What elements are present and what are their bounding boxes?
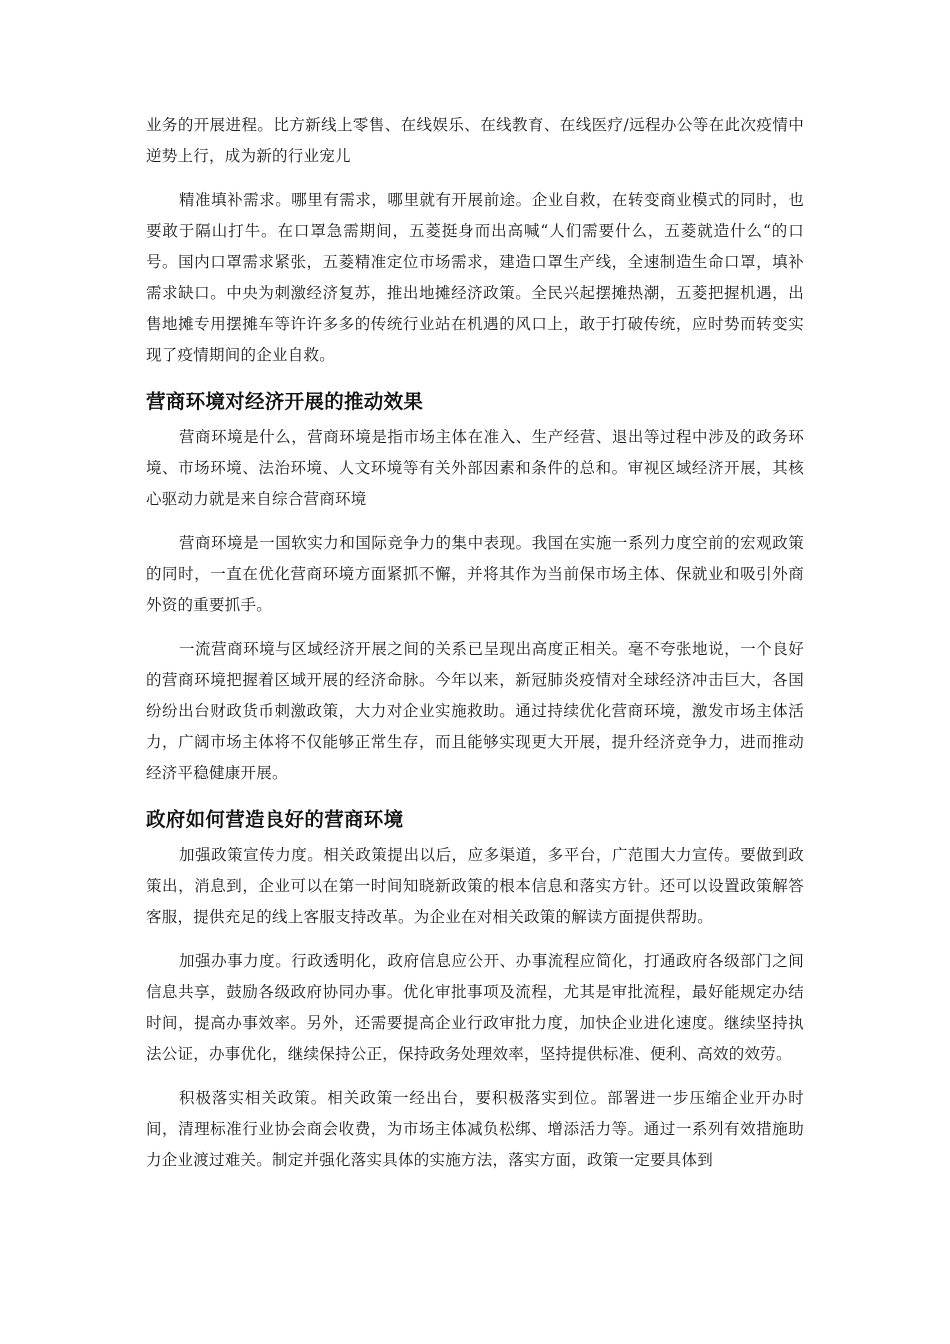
paragraph-administrative-efficiency: 加强办事力度。行政透明化，政府信息应公开、办事流程应简化，打通政府各级部门之间信息共享，鼓励各级政府协同办事。优化审批事项及流程，尤其是审批流程，最好能规定办结时间，提高办事效率。另外，还需要提高企业行政审批力度，加快企业进化速度。继续坚持执法公证，办事优化，继续保持公正，保持政务处理效率，坚持提供标准、便利、高效的效劳。: [146, 952, 804, 1063]
paragraph-intro-continuation: 业务的开展进程。比方新线上零售、在线娱乐、在线教育、在线医疗/远程办公等在此次疫情中逆势上行，成为新的行业宠儿: [146, 116, 804, 165]
document-page: [146, 110, 804, 1189]
section-heading-government-measures: 政府如何营造良好的营商环境: [146, 808, 404, 831]
paragraph-positive-correlation: 一流营商环境与区域经济开展之间的关系已呈现出高度正相关。毫不夸张地说，一个良好的营商环境把握着区域开展的经济命脉。今年以来，新冠肺炎疫情对全球经济冲击巨大，各国纷纷出台财政货币刺激政策，大力对企业实施救助。通过持续优化营商环境，激发市场主体活力，广阔市场主体将不仅能够正常生存，而且能够实现更大开展，提升经济竞争力，进而推动经济平稳健康开展。: [146, 640, 804, 782]
paragraph-policy-implementation: 积极落实相关政策。相关政策一经出台，要积极落实到位。部署进一步压缩企业开办时间，清理标准行业协会商会收费，为市场主体减负松绑、增添活力等。通过一系列有效措施助力企业渡过难关。制定并强化落实具体的实施方法，落实方面，政策一定要具体到: [146, 1089, 804, 1169]
paragraph-policy-publicity: 加强政策宣传力度。相关政策提出以后，应多渠道，多平台，广范围大力宣传。要做到政策出，消息到，企业可以在第一时间知晓新政策的根本信息和落实方针。还可以设置政策解答客服，提供充足的线上客服支持改革。为企业在对相关政策的解读方面提供帮助。: [146, 846, 804, 926]
paragraph-business-environment-definition: 营商环境是什么，营商环境是指市场主体在准入、生产经营、退出等过程中涉及的政务环境、市场环境、法治环境、人文环境等有关外部因素和条件的总和。审视区域经济开展，其核心驱动力就是来自综合营商环境: [146, 428, 804, 508]
paragraph-demand-filling: 精准填补需求。哪里有需求，哪里就有开展前途。企业自救，在转变商业模式的同时，也要敢于隔山打牛。在口罩急需期间，五菱挺身而出高喊“人们需要什么，五菱就造什么“的口号。国内口罩需求紧张，五菱精准定位市场需求，建造口罩生产线，全速制造生命口罩，填补需求缺口。中央为刺激经济复苏，推出地摊经济政策。全民兴起摆摊热潮，五菱把握机遇，出售地摊专用摆摊车等许许多多的传统行业站在机遇的风口上，敢于打破传统，应时势而转变实现了疫情期间的企业自救。: [146, 191, 804, 364]
paragraph-soft-power: 营商环境是一国软实力和国际竞争力的集中表现。我国在实施一系列力度空前的宏观政策的同时，一直在优化营商环境方面紧抓不懈，并将其作为当前保市场主体、保就业和吸引外商外资的重要抓手。: [146, 534, 804, 614]
section-heading-business-environment-effect: 营商环境对经济开展的推动效果: [146, 390, 424, 413]
